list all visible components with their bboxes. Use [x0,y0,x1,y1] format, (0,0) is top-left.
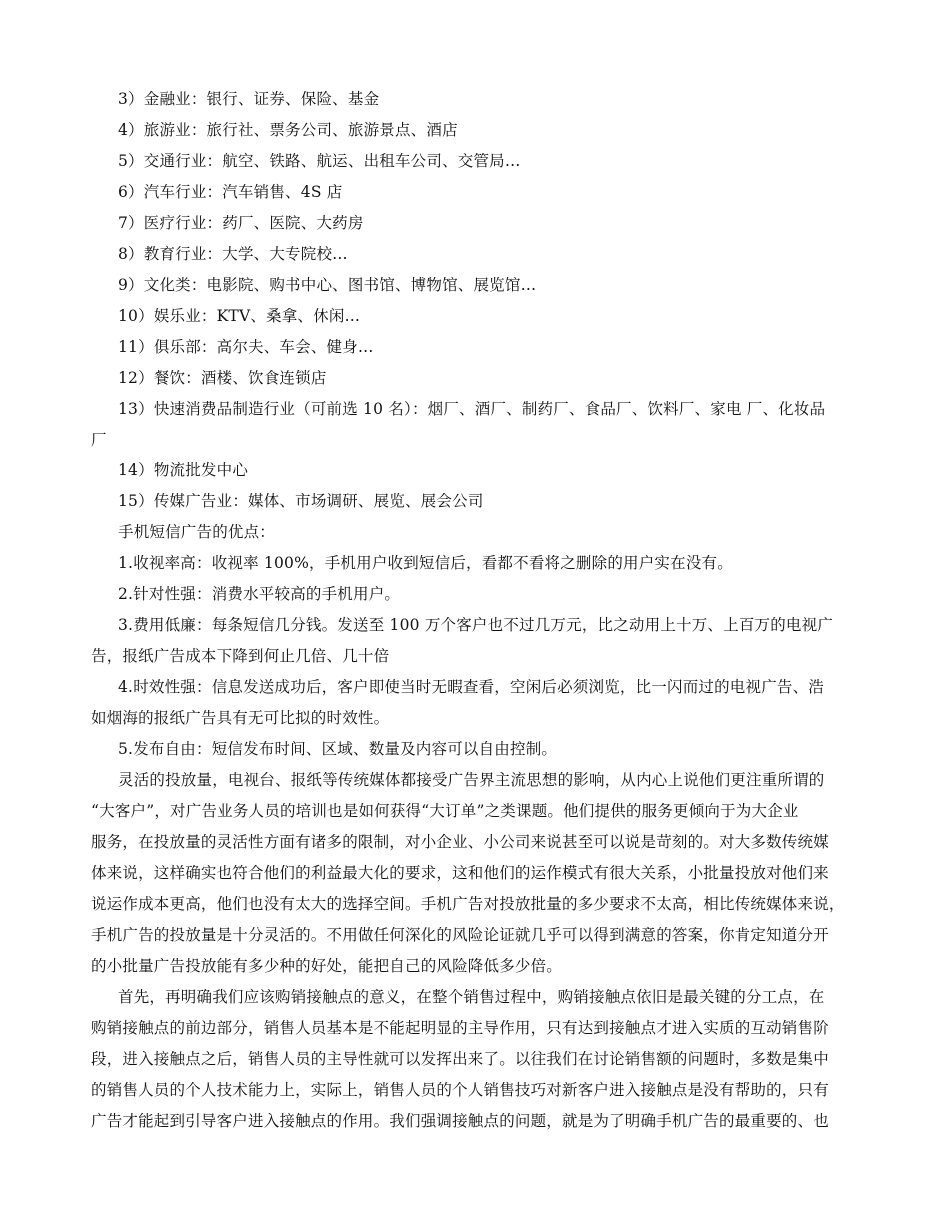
list-item-medical: 7）医疗行业：药厂、医院、大药房 [118,214,364,232]
paragraph-flexible-volume-line-2: “大客户”，对广告业务人员的培训也是如何获得“大订单”之类课题。他们提供的服务更倾向于为大企业 [91,802,799,820]
paragraph-flexible-volume-line-4: 体来说，这样确实也符合他们的利益最大化的要求，这和他们的运作模式有很大关系，小批量投放对他们来 [91,864,829,882]
list-item-fmcg-continued: 厂 [91,431,107,449]
list-item-clubs: 11）俱乐部：高尔夫、车会、健身… [118,338,374,356]
paragraph-flexible-volume-line-3: 服务，在投放量的灵活性方面有诸多的限制，对小企业、小公司来说甚至可以说是苛刻的。对大多数传统媒 [91,833,829,851]
list-item-transport: 5）交通行业：航空、铁路、航运、出租车公司、交管局… [118,152,521,170]
advantage-3: 3.费用低廉：每条短信几分钱。发送至 100 万个客户也不过几万元，比之动用上十万、上百万的电视广 [118,616,834,634]
advantage-1: 1.收视率高：收视率 100%，手机用户收到短信后，看都不看将之删除的用户实在没有。 [118,554,733,572]
list-item-culture: 9）文化类：电影院、购书中心、图书馆、博物馆、展览馆… [118,276,537,294]
paragraph-flexible-volume-line-7: 的小批量广告投放能有多少种的好处，能把自己的风险降低多少倍。 [91,957,563,975]
advantage-4: 4.时效性强：信息发送成功后，客户即使当时无暇查看，空闲后必须浏览，比一闪而过的电视广告、浩 [118,678,824,696]
paragraph-flexible-volume-line-5: 说运作成本更高，他们也没有太大的选择空间。手机广告对投放批量的多少要求不太高，相比传统媒体来说， [91,895,845,913]
list-item-catering: 12）餐饮：酒楼、饮食连锁店 [118,369,327,387]
list-item-media: 15）传媒广告业：媒体、市场调研、展览、展会公司 [118,492,484,510]
list-item-finance: 3）金融业：银行、证券、保险、基金 [118,90,380,108]
section-heading-advantages: 手机短信广告的优点： [118,523,276,541]
advantage-2: 2.针对性强：消费水平较高的手机用户。 [118,585,401,603]
paragraph-contact-point-line-3: 段，进入接触点之后，销售人员的主导性就可以发挥出来了。以往我们在讨论销售额的问题时，多数是集中 [91,1050,829,1068]
list-item-automotive: 6）汽车行业：汽车销售、4S 店 [118,183,343,201]
paragraph-contact-point-line-4: 的销售人员的个人技术能力上，实际上，销售人员的个人销售技巧对新客户进入接触点是没有帮助的，只有 [91,1081,829,1099]
list-item-logistics: 14）物流批发中心 [118,461,249,479]
list-item-education: 8）教育行业：大学、大专院校… [118,245,348,263]
paragraph-contact-point-line-5: 广告才能起到引导客户进入接触点的作用。我们强调接触点的问题，就是为了明确手机广告的最重要的、也 [91,1112,829,1130]
paragraph-flexible-volume-line-6: 手机广告的投放量是十分灵活的。不用做任何深化的风险论证就几乎可以得到满意的答案，你肯定知道分开 [91,926,829,944]
list-item-entertainment: 10）娱乐业：KTV、桑拿、休闲… [118,307,361,325]
advantage-3-continued: 告，报纸广告成本下降到何止几倍、几十倍 [91,647,390,665]
list-item-tourism: 4）旅游业：旅行社、票务公司、旅游景点、酒店 [118,121,458,139]
list-item-fmcg: 13）快速消费品制造行业（可前选 10 名）：烟厂、酒厂、制药厂、食品厂、饮料厂、家电 厂、化妆品 [118,400,826,418]
paragraph-contact-point-line-2: 购销接触点的前边部分，销售人员基本是不能起明显的主导作用，只有达到接触点才进入实质的互动销售阶 [91,1019,829,1037]
paragraph-contact-point-line-1: 首先，再明确我们应该购销接触点的意义，在整个销售过程中，购销接触点依旧是最关键的分工点，在 [118,988,825,1006]
paragraph-flexible-volume-line-1: 灵活的投放量，电视台、报纸等传统媒体都接受广告界主流思想的影响，从内心上说他们更注重所谓的 [118,771,825,789]
advantage-4-continued: 如烟海的报纸广告具有无可比拟的时效性。 [91,709,390,727]
advantage-5: 5.发布自由：短信发布时间、区域、数量及内容可以自由控制。 [118,740,558,758]
